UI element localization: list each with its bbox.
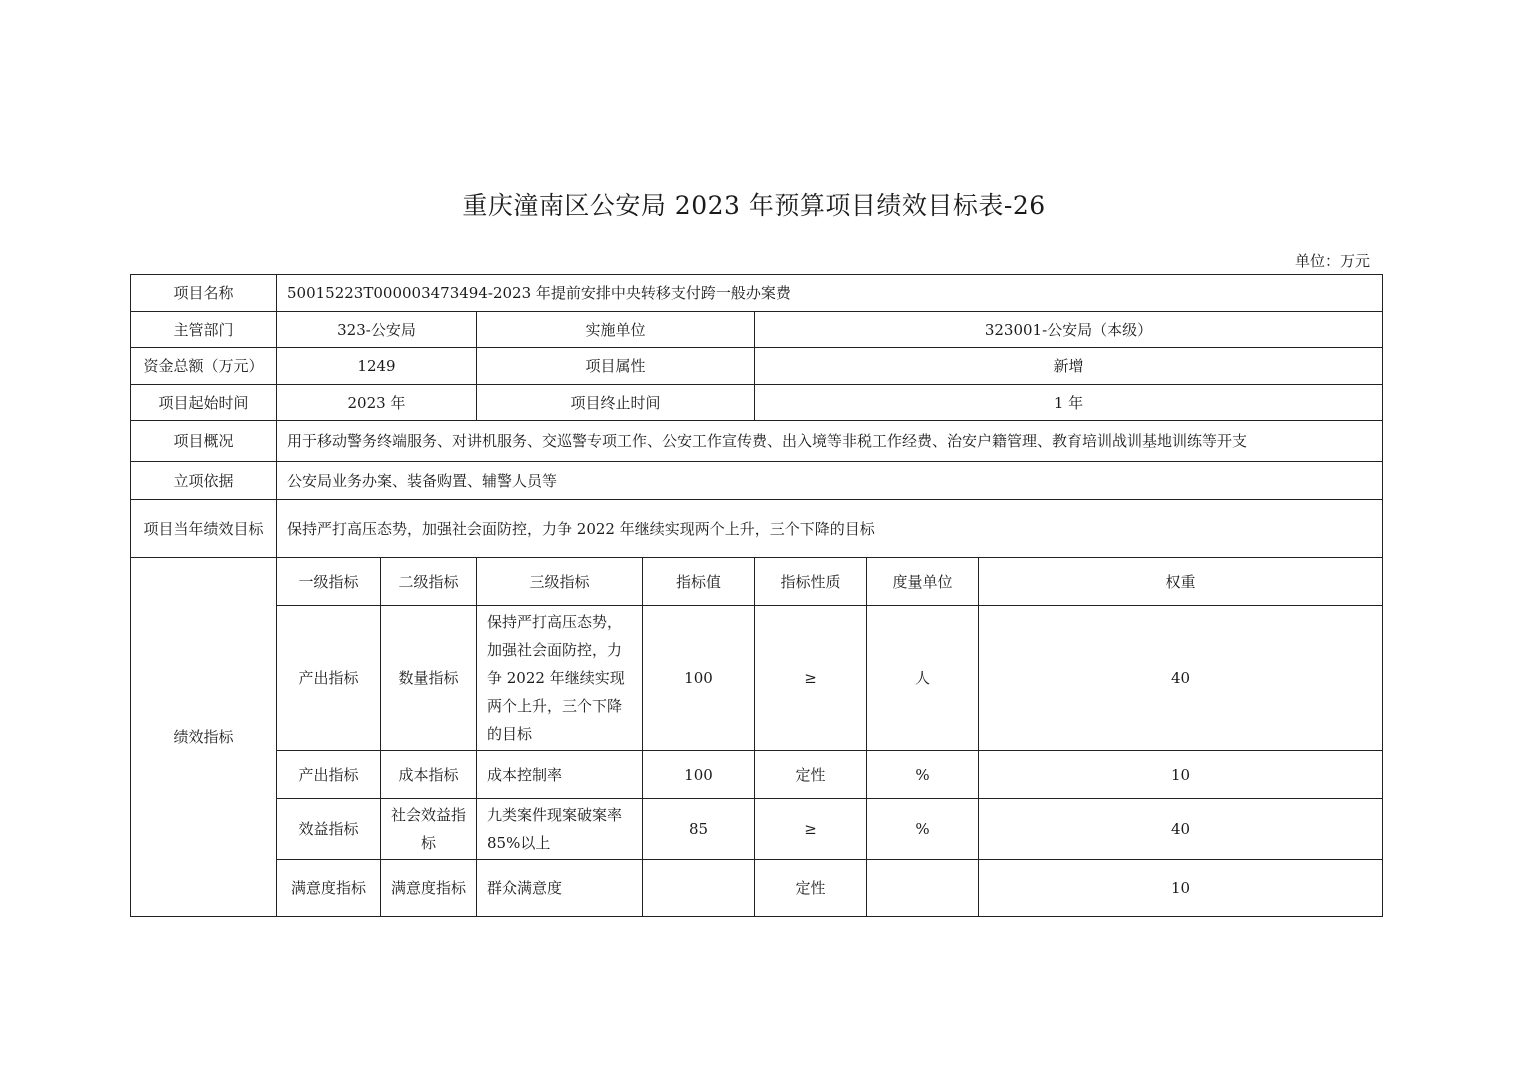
table-row <box>131 799 1383 860</box>
end-value: 1 年 <box>755 385 1383 421</box>
row-overview <box>131 421 1383 462</box>
row-nature: ≥ <box>755 606 867 751</box>
row-unit: 人 <box>867 606 979 751</box>
dept-label: 主管部门 <box>131 312 277 348</box>
goal-value: 保持严打高压态势，加强社会面防控，力争 2022 年继续实现两个上升，三个下降的目标 <box>277 500 1383 558</box>
dept-value: 323-公安局 <box>277 312 477 348</box>
row-l1: 效益指标 <box>277 799 381 860</box>
page-title: 重庆潼南区公安局 2023 年预算项目绩效目标表-26 <box>462 191 1046 220</box>
row-unit: % <box>867 799 979 860</box>
row-l2: 数量指标 <box>381 606 477 751</box>
row-goal <box>131 500 1383 558</box>
row-l3: 群众满意度 <box>477 860 643 917</box>
row-l3: 成本控制率 <box>477 751 643 799</box>
table-row <box>131 606 1383 751</box>
row-l1: 满意度指标 <box>277 860 381 917</box>
row-weight: 40 <box>979 606 1383 751</box>
row-value: 100 <box>643 606 755 751</box>
header-unit: 度量单位 <box>867 558 979 606</box>
fund-value: 1249 <box>277 348 477 385</box>
overview-value: 用于移动警务终端服务、对讲机服务、交巡警专项工作、公安工作宣传费、出入境等非税工作经费、治安户籍管理、教育培训战训基地训练等开支 <box>277 421 1383 462</box>
start-label: 项目起始时间 <box>131 385 277 421</box>
row-value <box>643 860 755 917</box>
basis-label: 立项依据 <box>131 462 277 500</box>
row-time <box>131 385 1383 421</box>
impl-label: 实施单位 <box>477 312 755 348</box>
row-l2: 成本指标 <box>381 751 477 799</box>
row-l1: 产出指标 <box>277 751 381 799</box>
header-nature: 指标性质 <box>755 558 867 606</box>
row-perf-header <box>131 558 1383 606</box>
row-project-name <box>131 275 1383 312</box>
header-l2: 二级指标 <box>381 558 477 606</box>
header-value: 指标值 <box>643 558 755 606</box>
header-l1: 一级指标 <box>277 558 381 606</box>
row-value: 100 <box>643 751 755 799</box>
row-l3: 保持严打高压态势，加强社会面防控，力争 2022 年继续实现两个上升，三个下降的目标 <box>477 606 643 751</box>
row-nature: 定性 <box>755 751 867 799</box>
basis-value: 公安局业务办案、装备购置、辅警人员等 <box>277 462 1383 500</box>
header-l3: 三级指标 <box>477 558 643 606</box>
row-value: 85 <box>643 799 755 860</box>
impl-value: 323001-公安局（本级） <box>755 312 1383 348</box>
row-weight: 10 <box>979 860 1383 917</box>
row-fund <box>131 348 1383 385</box>
performance-table <box>130 274 1383 917</box>
project-name-label: 项目名称 <box>131 275 277 312</box>
table-row <box>131 751 1383 799</box>
row-l1: 产出指标 <box>277 606 381 751</box>
row-nature: ≥ <box>755 799 867 860</box>
attr-value: 新增 <box>755 348 1383 385</box>
goal-label: 项目当年绩效目标 <box>131 500 277 558</box>
row-basis <box>131 462 1383 500</box>
project-name-value: 50015223T000003473494-2023 年提前安排中央转移支付跨一般办案费 <box>277 275 1383 312</box>
end-label: 项目终止时间 <box>477 385 755 421</box>
row-unit: % <box>867 751 979 799</box>
attr-label: 项目属性 <box>477 348 755 385</box>
overview-label: 项目概况 <box>131 421 277 462</box>
row-weight: 40 <box>979 799 1383 860</box>
table-row <box>131 860 1383 917</box>
row-l3: 九类案件现案破案率85%以上 <box>477 799 643 860</box>
row-weight: 10 <box>979 751 1383 799</box>
header-weight: 权重 <box>979 558 1383 606</box>
row-l2: 满意度指标 <box>381 860 477 917</box>
unit-label: 单位：万元 <box>1294 252 1370 270</box>
perf-label: 绩效指标 <box>131 558 277 917</box>
row-dept <box>131 312 1383 348</box>
row-l2: 社会效益指标 <box>381 799 477 860</box>
row-nature: 定性 <box>755 860 867 917</box>
start-value: 2023 年 <box>277 385 477 421</box>
fund-label: 资金总额（万元） <box>131 348 277 385</box>
row-unit <box>867 860 979 917</box>
